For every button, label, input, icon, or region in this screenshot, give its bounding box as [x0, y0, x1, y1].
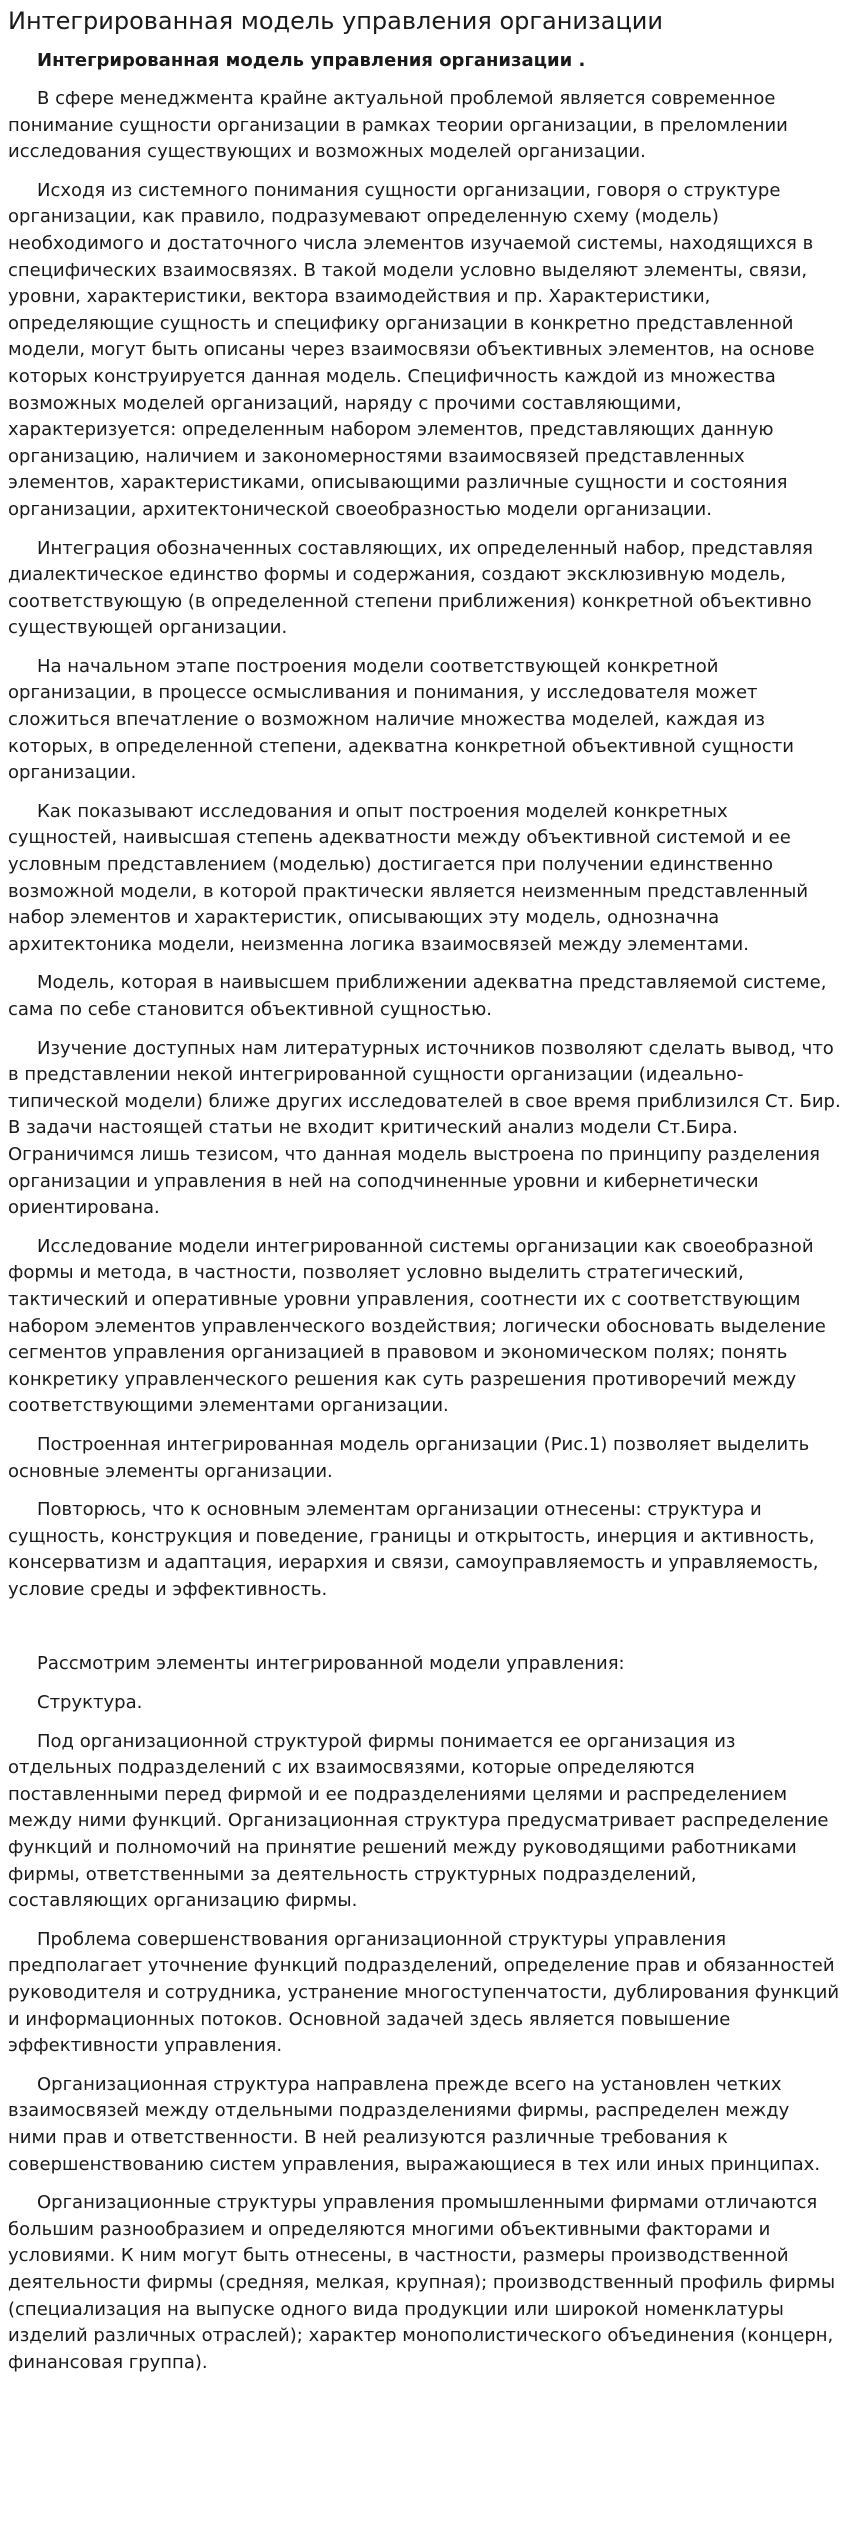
paragraph: Интеграция обозначенных составляющих, их определенный набор, представляя диалектическое единство формы и содержания, создают эксклюзивную модель, соответствующую (в определенной степени приближения) конкретной объективно существующей организации.	[8, 537, 813, 639]
paragraph: Изучение доступных нам литературных источников позволяют сделать вывод, что в представлении некой интегрированной сущности организации (идеально-типической модели) ближе других исследователей в свое время приблизился Ст. Бир. В задачи настоящей статьи не входит критический анализ модели Ст.Бира. Ограничимся лишь тезисом, что данная модель выстроена по принципу разделения организации и управления в ней на соподчиненные уровни и кибернетически ориентирована.	[8, 1037, 841, 1219]
section-label: Структура.	[37, 1692, 143, 1714]
paragraph: Исходя из системного понимания сущности организации, говоря о структуре организации, как правило, подразумевают определенную схему (модель) необходимого и достаточного числа элементов изучаемой системы, находящихся в специфических взаимосвязях. В такой модели условно выделяют элементы, связи, уровни, характеристики, вектора взаимодействия и пр. Характеристики, определяющие сущность и специфику организации в конкретно представленной модели, могут быть описаны через взаимосвязи объективных элементов, на основе которых конструируется данная модель. Специфичность каждой из множества возможных моделей организаций, наряду с прочими составляющими, характеризуется: определенным набором элементов, представляющих данную организацию, наличием и закономерностями взаимосвязей представленных элементов, характеристиками, описывающими различные сущности и состояния организации, архитектонической своеобразностью модели организации.	[8, 179, 815, 520]
paragraph: Рассмотрим элементы интегрированной модели управления:	[37, 1653, 625, 1675]
paragraph: На начальном этапе построения модели соответствующей конкретной организации, в процессе осмысливания и понимания, у исследователя может сложиться впечатление о возможном наличие множества моделей, каждая из которых, в определенной степени, адекватна конкретной объективной сущности организации.	[8, 655, 794, 784]
paragraph: В сфере менеджмента крайне актуальной проблемой является современное понимание сущности организации в рамках теории организации, в преломлении исследования существующих и возможных моделей организации.	[8, 88, 788, 163]
paragraph: Организационная структура направлена прежде всего на установлен четких взаимосвязей между отдельными подразделениями фирмы, распределен между ними прав и ответственности. В ней реализуются различные требования к совершенствованию систем управления, выражающиеся в тех или иных принципах.	[8, 2073, 821, 2175]
paragraph: Проблема совершенствования организационной структуры управления предполагает уточнение функций подразделений, определение прав и обязанностей руководителя и сотрудника, устранение многоступенчатости, дублирования функций и информационных потоков. Основной задачей здесь является повышение эффективности управления.	[8, 1928, 840, 2057]
article-heading: Интегрированная модель управления организации .	[37, 50, 586, 71]
paragraph: Как показывают исследования и опыт построения моделей конкретных сущностей, наивысшая степень адекватности между объективной системой и ее условным представлением (моделью) достигается при получении единственно возможной модели, в которой практически является неизменным представленный набор элементов и характеристик, описывающих эту модель, однозначна архитектоника модели, неизменна логика взаимосвязей между элементами.	[8, 800, 809, 955]
paragraph: Модель, которая в наивысшем приближении адекватна представляемой системе, сама по себе становится объективной сущностью.	[8, 972, 827, 1020]
page-title: Интегрированная модель управления организации	[8, 7, 663, 35]
paragraph: Построенная интегрированная модель организации (Рис.1) позволяет выделить основные элементы организации.	[8, 1433, 810, 1482]
paragraph: Организационные структуры управления промышленными фирмами отличаются большим разнообразием и определяются многими объективными факторами и условиями. К ним могут быть отнесены, в частности, размеры производственной деятельности фирмы (средняя, мелкая, крупная); производственный профиль фирмы (специализация на выпуске одного вида продукции или широкой номенклатуры изделий различных отраслей); характер монополистического объединения (концерн, финансовая группа).	[8, 2192, 836, 2373]
section-spacer	[8, 1615, 841, 1651]
paragraph: Исследование модели интегрированной системы организации как своеобразной формы и метода, в частности, позволяет условно выделить стратегический, тактический и оперативные уровни управления, соотнести их с соответствующим набором элементов управленческого воздействия; логически обосновать выделение сегментов управления организацией в правовом и экономическом полях; понять конкретику управленческого решения как суть разрешения противоречий между соответствующими элементами организации.	[8, 1235, 826, 1417]
paragraph: Под организационной структурой фирмы понимается ее организация из отдельных подразделений с их взаимосвязями, которые определяются поставленными перед фирмой и ее подразделениями целями и распределением между ними функций. Организационная структура предусматривает распределение функций и полномочий на принятие решений между руководящими работниками фирмы, ответственными за деятельность структурных подразделений, составляющих организацию фирмы.	[8, 1730, 829, 1912]
paragraph: Повторюсь, что к основным элементам организации отнесены: структура и сущность, конструкция и поведение, границы и открытость, инерция и активность, консерватизм и адаптация, иерархия и связи, самоуправляемость и управляемость, условие среды и эффективность.	[8, 1499, 819, 1600]
